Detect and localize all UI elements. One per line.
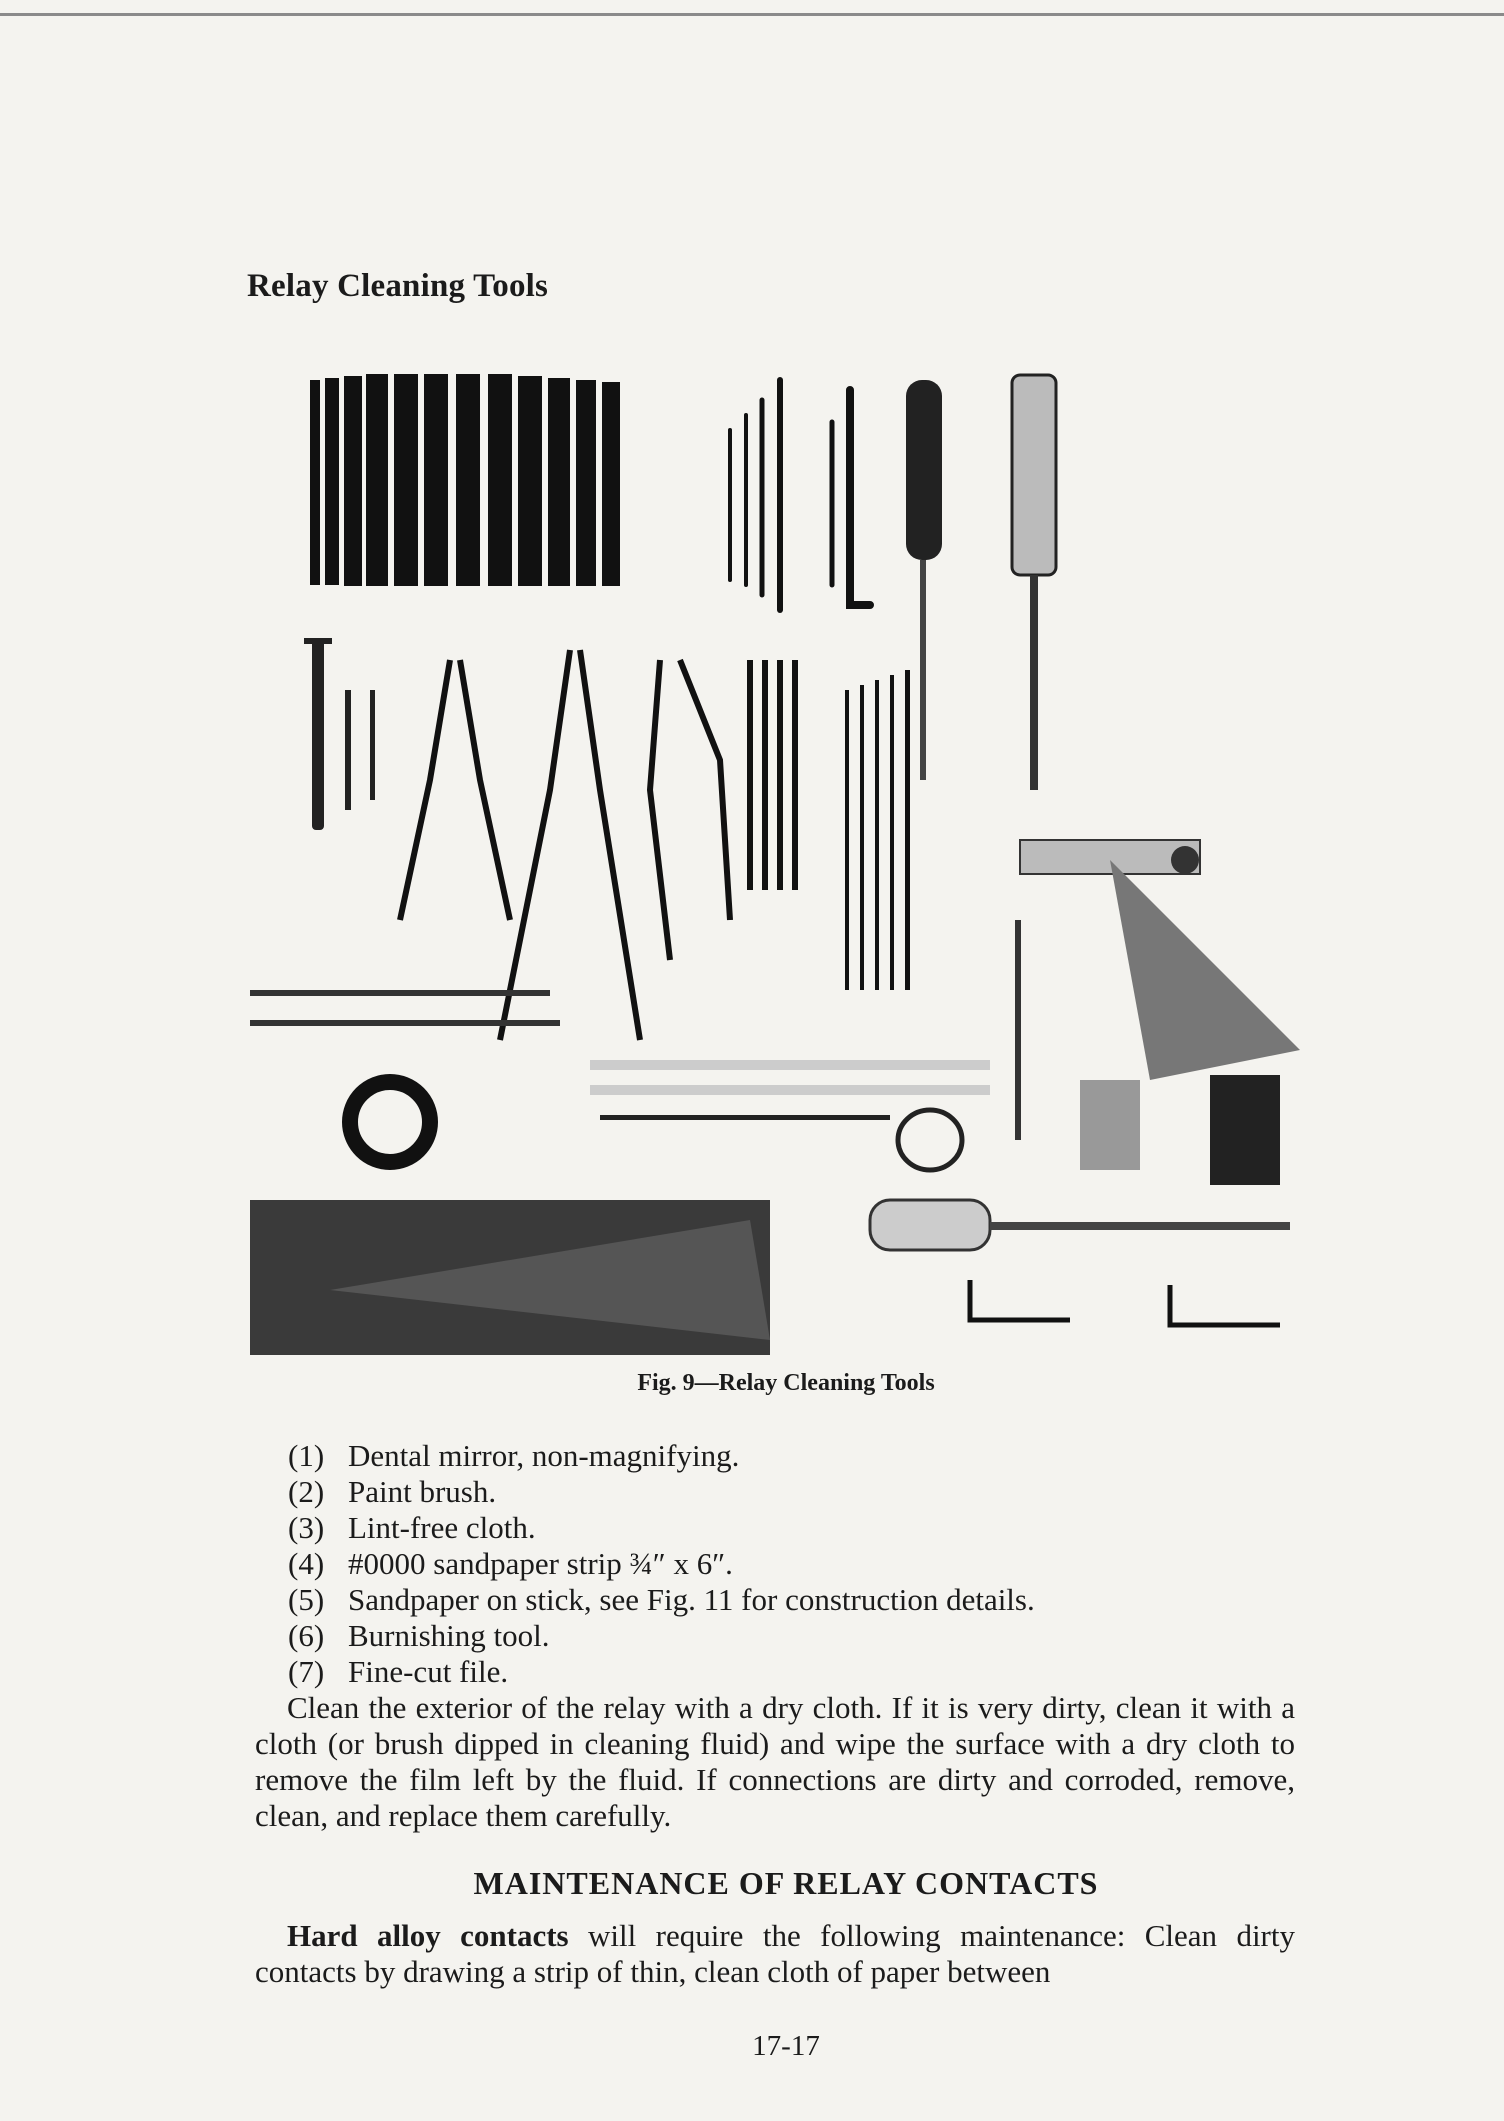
list-item-text: Dental mirror, non-magnifying. bbox=[348, 1438, 740, 1473]
list-item bbox=[288, 1618, 1035, 1654]
list-item-text: Paint brush. bbox=[348, 1474, 497, 1509]
allen-wrenches bbox=[970, 1280, 1280, 1325]
list-item-number: (5) bbox=[288, 1582, 325, 1617]
relay-tools-photo bbox=[250, 360, 1300, 1355]
list-item bbox=[288, 1582, 1035, 1618]
tape-roll bbox=[350, 1082, 430, 1162]
fine-files bbox=[845, 670, 910, 990]
cloth-packets bbox=[1080, 1075, 1280, 1185]
hard-alloy-lead: Hard alloy contacts bbox=[287, 1918, 569, 1953]
list-item-number: (6) bbox=[288, 1618, 325, 1653]
page-number bbox=[0, 2030, 1504, 2063]
small-tools bbox=[304, 638, 375, 830]
list-item-number: (1) bbox=[288, 1438, 325, 1473]
list-item-text: Lint-free cloth. bbox=[348, 1510, 536, 1545]
spring-adjuster-bars bbox=[310, 374, 620, 586]
list-item bbox=[288, 1654, 1035, 1690]
section-title: Relay Cleaning Tools bbox=[247, 268, 549, 304]
small-brush bbox=[1015, 920, 1021, 1140]
list-item-number: (2) bbox=[288, 1474, 325, 1509]
maintenance-heading bbox=[0, 1865, 1504, 1902]
list-item-text: #0000 sandpaper strip ¾″ x 6″. bbox=[348, 1546, 733, 1581]
maintenance-heading-text: MAINTENANCE OF RELAY CONTACTS bbox=[473, 1865, 1099, 1901]
list-item-number: (4) bbox=[288, 1546, 325, 1581]
bent-hook-tools bbox=[730, 380, 870, 610]
list-item bbox=[288, 1510, 1035, 1546]
page-number-text: 17-17 bbox=[752, 2030, 820, 2062]
list-item-text: Sandpaper on stick, see Fig. 11 for construction details. bbox=[348, 1582, 1035, 1617]
list-item-number: (7) bbox=[288, 1654, 325, 1689]
figure-caption-text: Fig. 9—Relay Cleaning Tools bbox=[637, 1370, 935, 1396]
list-item-text: Fine-cut file. bbox=[348, 1654, 509, 1689]
list-item-number: (3) bbox=[288, 1510, 325, 1545]
list-item bbox=[288, 1438, 1035, 1474]
cleaning-paragraph: Clean the exterior of the relay with a dry cloth. If it is very dirty, clean it with a cloth (or brush dipped in cleaning fluid) and wipe the surface with a dry cloth to remove the film left by the fluid. If connections are dirty and corroded, remove, clean, and replace them carefully. bbox=[255, 1690, 1295, 1833]
figure-caption bbox=[0, 1370, 1504, 1397]
top-border-rule bbox=[0, 13, 1504, 16]
list-item bbox=[288, 1546, 1035, 1582]
tweezers bbox=[747, 660, 798, 890]
tool-list bbox=[288, 1438, 1035, 1690]
long-screwdriver bbox=[870, 1200, 1290, 1250]
list-item bbox=[288, 1474, 1035, 1510]
tool-roll bbox=[250, 1200, 770, 1355]
screwdrivers bbox=[906, 375, 1056, 790]
sandpaper-strips bbox=[590, 1060, 990, 1095]
burnishing-sticks bbox=[250, 990, 560, 1026]
dental-mirror bbox=[600, 1110, 962, 1170]
hard-alloy-paragraph bbox=[255, 1918, 1295, 1990]
feeler-gauge bbox=[1020, 840, 1300, 1080]
pliers bbox=[400, 650, 730, 1040]
hard-alloy-text: will require the following maintenance: Clean dirty contacts by drawing a strip of thin, clean cloth of paper between bbox=[255, 1918, 1295, 1989]
list-item-text: Burnishing tool. bbox=[348, 1618, 550, 1653]
